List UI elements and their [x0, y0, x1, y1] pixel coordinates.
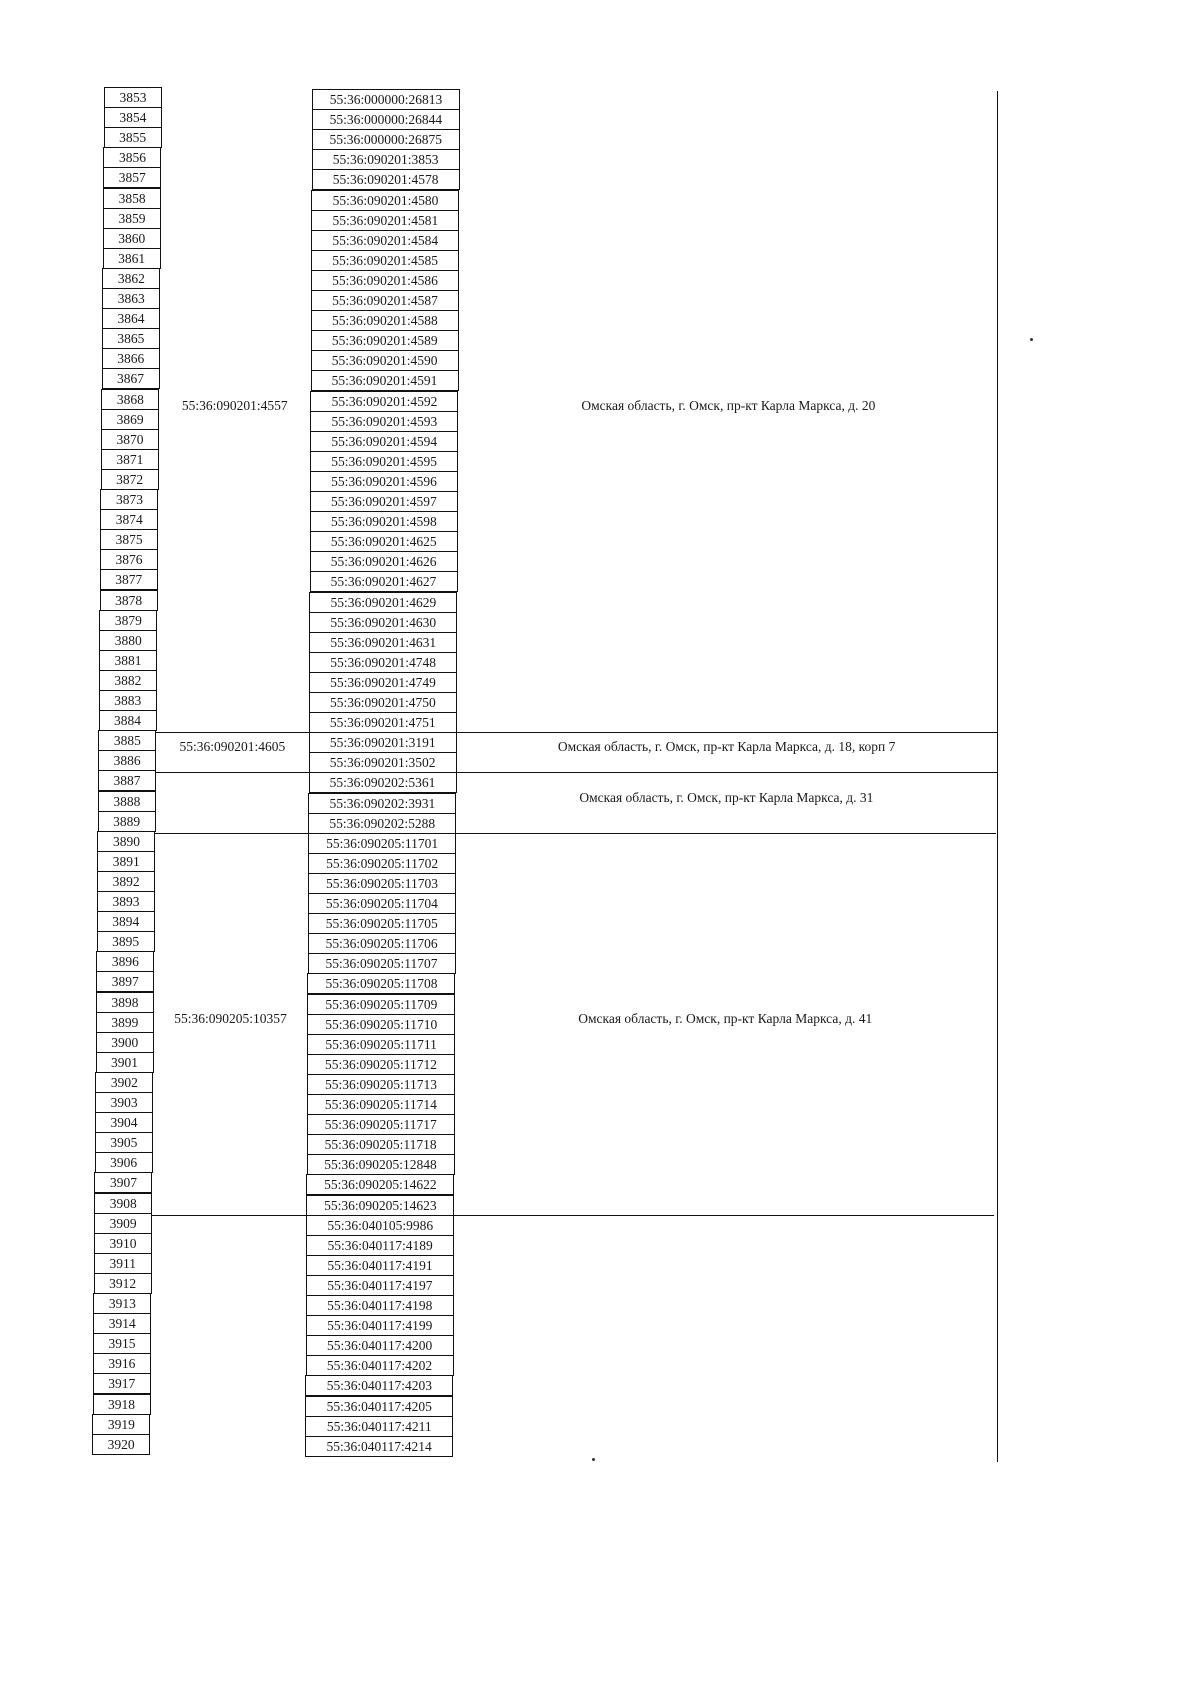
- cadastral-number: 55:36:090201:3502: [309, 752, 457, 773]
- row-number: 3878: [100, 590, 158, 611]
- group-divider: [156, 732, 996, 733]
- object-address: Омская область, г. Омск, пр-кт Карла Маркса, д. 31: [579, 789, 874, 805]
- cadastral-number: 55:36:090201:4585: [311, 250, 459, 271]
- row-number: 3872: [101, 469, 159, 490]
- cadastral-number: 55:36:090201:4578: [312, 169, 460, 190]
- cadastral-number: 55:36:090205:11711: [307, 1034, 455, 1055]
- row-number: 3873: [100, 489, 158, 510]
- cadastral-number: 55:36:090201:4627: [310, 571, 458, 592]
- cadastral-number: 55:36:090202:5288: [308, 813, 456, 834]
- cadastral-number: 55:36:090201:4588: [311, 310, 459, 331]
- row-number: 3909: [94, 1213, 152, 1234]
- row-number: 3902: [95, 1072, 153, 1093]
- cadastral-number: 55:36:090205:11705: [308, 913, 456, 934]
- cadastral-number: 55:36:040117:4203: [305, 1375, 453, 1396]
- row-number: 3889: [98, 811, 156, 832]
- cadastral-number: 55:36:090201:4586: [311, 270, 459, 291]
- row-number: 3858: [103, 188, 161, 209]
- row-number: 3906: [95, 1152, 153, 1173]
- cadastral-number: 55:36:090205:11704: [308, 893, 456, 914]
- cadastral-number: 55:36:040117:4211: [305, 1416, 453, 1437]
- cadastral-number: 55:36:040105:9986: [306, 1215, 454, 1236]
- row-number: 3892: [97, 871, 155, 892]
- row-number: 3918: [93, 1394, 151, 1415]
- row-number: 3864: [102, 308, 160, 329]
- cadastral-number: 55:36:090205:11702: [308, 853, 456, 874]
- cadastral-number: 55:36:090205:11709: [307, 994, 455, 1015]
- cadastral-number: 55:36:090205:11712: [307, 1054, 455, 1075]
- group-divider: [156, 772, 997, 773]
- row-number: 3887: [98, 770, 156, 791]
- row-number: 3912: [94, 1273, 152, 1294]
- parent-cadastral-number: 55:36:090201:4605: [179, 739, 286, 755]
- cadastral-number: 55:36:090201:4625: [310, 531, 458, 552]
- cadastral-number: 55:36:090201:4629: [309, 592, 457, 613]
- row-number: 3855: [104, 127, 162, 148]
- cadastral-number: 55:36:090201:4589: [311, 330, 459, 351]
- row-number: 3868: [101, 389, 159, 410]
- row-number: 3896: [96, 951, 154, 972]
- cadastral-number: 55:36:090201:4580: [311, 190, 459, 211]
- row-number: 3919: [92, 1414, 150, 1435]
- row-number: 3901: [96, 1052, 154, 1073]
- row-number: 3860: [103, 228, 161, 249]
- cadastral-number: 55:36:090201:4590: [311, 350, 459, 371]
- cadastral-number: 55:36:090201:4581: [311, 210, 459, 231]
- cadastral-number: 55:36:090205:11703: [308, 873, 456, 894]
- row-number: 3876: [100, 549, 158, 570]
- row-number: 3914: [93, 1313, 151, 1334]
- row-number: 3870: [101, 429, 159, 450]
- cadastral-number: 55:36:090205:11708: [307, 973, 455, 994]
- cadastral-number: 55:36:040117:4198: [306, 1295, 454, 1316]
- cadastral-number: 55:36:090205:11714: [307, 1094, 455, 1115]
- row-number: 3905: [95, 1132, 153, 1153]
- cadastral-number: 55:36:090205:11707: [308, 953, 456, 974]
- row-number: 3890: [97, 831, 155, 852]
- cadastral-number: 55:36:090201:4595: [310, 451, 458, 472]
- cadastral-number: 55:36:090201:4591: [311, 370, 459, 391]
- cadastral-number: 55:36:090201:4630: [309, 612, 457, 633]
- row-number: 3895: [97, 931, 155, 952]
- row-number: 3891: [97, 851, 155, 872]
- cadastral-number: 55:36:090201:4750: [309, 692, 457, 713]
- row-number: 3879: [99, 610, 157, 631]
- cadastral-number: 55:36:090201:4749: [309, 672, 457, 693]
- row-number: 3881: [99, 650, 157, 671]
- cadastral-number: 55:36:090202:5361: [309, 772, 457, 793]
- row-number: 3920: [92, 1434, 150, 1455]
- row-number: 3861: [103, 248, 161, 269]
- cadastral-number: 55:36:040117:4197: [306, 1275, 454, 1296]
- cadastral-number: 55:36:090201:3191: [309, 732, 457, 753]
- row-number: 3898: [96, 992, 154, 1013]
- row-number: 3903: [95, 1092, 153, 1113]
- cadastral-number: 55:36:040117:4189: [306, 1235, 454, 1256]
- cadastral-number: 55:36:090202:3931: [308, 793, 456, 814]
- cadastral-number: 55:36:040117:4200: [306, 1335, 454, 1356]
- table-right-border: [997, 91, 998, 1462]
- cadastral-number: 55:36:000000:26875: [312, 129, 460, 150]
- row-number: 3894: [97, 911, 155, 932]
- parent-cadastral-number: 55:36:090201:4557: [181, 397, 288, 413]
- object-address: Омская область, г. Омск, пр-кт Карла Маркса, д. 20: [581, 397, 876, 413]
- row-number: 3857: [103, 167, 161, 188]
- object-address: Омская область, г. Омск, пр-кт Карла Маркса, д. 18, корп 7: [557, 739, 896, 755]
- cadastral-number: 55:36:090205:14622: [306, 1174, 454, 1195]
- cadastral-number: 55:36:090205:11713: [307, 1074, 455, 1095]
- row-number: 3885: [98, 730, 156, 751]
- cadastral-number: 55:36:090201:4593: [310, 411, 458, 432]
- row-number: 3866: [102, 348, 160, 369]
- cadastral-number: 55:36:040117:4214: [305, 1436, 453, 1457]
- row-number: 3910: [94, 1233, 152, 1254]
- row-number: 3917: [93, 1373, 151, 1394]
- cadastral-number: 55:36:090201:4626: [310, 551, 458, 572]
- object-address: Омская область, г. Омск, пр-кт Карла Маркса, д. 41: [578, 1010, 873, 1026]
- row-number: 3907: [94, 1172, 152, 1193]
- cadastral-number: 55:36:090201:4598: [310, 511, 458, 532]
- cadastral-number: 55:36:040117:4199: [306, 1315, 454, 1336]
- row-number: 3899: [96, 1012, 154, 1033]
- row-number: 3875: [100, 529, 158, 550]
- row-number: 3893: [97, 891, 155, 912]
- row-number: 3869: [101, 409, 159, 430]
- row-number: 3865: [102, 328, 160, 349]
- cadastral-number: 55:36:040117:4191: [306, 1255, 454, 1276]
- cadastral-number: 55:36:000000:26844: [312, 109, 460, 130]
- row-number: 3882: [99, 670, 157, 691]
- cadastral-number: 55:36:090205:11718: [307, 1134, 455, 1155]
- row-number: 3880: [99, 630, 157, 651]
- row-number: 3888: [98, 791, 156, 812]
- cadastral-number: 55:36:090205:14623: [306, 1195, 454, 1216]
- cadastral-number: 55:36:090201:4631: [309, 632, 457, 653]
- cadastral-number: 55:36:090205:11701: [308, 833, 456, 854]
- cadastral-number: 55:36:090201:4596: [310, 471, 458, 492]
- row-number: 3867: [102, 368, 160, 389]
- cadastral-number: 55:36:090201:3853: [312, 149, 460, 170]
- row-number: 3871: [101, 449, 159, 470]
- row-number: 3913: [93, 1293, 151, 1314]
- row-number: 3874: [100, 509, 158, 530]
- group-divider: [152, 1215, 994, 1216]
- row-number: 3884: [99, 710, 157, 731]
- row-number: 3859: [103, 208, 161, 229]
- row-number: 3886: [98, 750, 156, 771]
- row-number: 3854: [104, 107, 162, 128]
- cadastral-number: 55:36:090201:4594: [310, 431, 458, 452]
- scan-speck: [592, 1458, 595, 1461]
- row-number: 3862: [102, 268, 160, 289]
- row-number: 3904: [95, 1112, 153, 1133]
- row-number: 3911: [94, 1253, 152, 1274]
- cadastral-number: 55:36:090201:4597: [310, 491, 458, 512]
- group-divider: [155, 833, 996, 834]
- cadastral-number: 55:36:090205:11706: [308, 933, 456, 954]
- cadastral-number: 55:36:090205:12848: [307, 1154, 455, 1175]
- cadastral-number: 55:36:090205:11717: [307, 1114, 455, 1135]
- parent-cadastral-number: 55:36:090205:10357: [174, 1010, 287, 1026]
- cadastral-number: 55:36:090201:4584: [311, 230, 459, 251]
- cadastral-number: 55:36:090201:4587: [311, 290, 459, 311]
- row-number: 3900: [96, 1032, 154, 1053]
- row-number: 3877: [100, 569, 158, 590]
- row-number: 3915: [93, 1333, 151, 1354]
- row-number: 3883: [99, 690, 157, 711]
- cadastral-number: 55:36:040117:4202: [306, 1355, 454, 1376]
- row-number: 3863: [102, 288, 160, 309]
- cadastral-number: 55:36:000000:26813: [312, 89, 460, 110]
- row-number: 3897: [96, 971, 154, 992]
- cadastral-number: 55:36:090205:11710: [307, 1014, 455, 1035]
- row-number: 3853: [104, 87, 162, 108]
- row-number: 3908: [94, 1193, 152, 1214]
- row-number: 3856: [103, 147, 161, 168]
- cadastral-number: 55:36:090201:4748: [309, 652, 457, 673]
- row-number: 3916: [93, 1353, 151, 1374]
- cadastral-number: 55:36:090201:4592: [310, 391, 458, 412]
- cadastral-number: 55:36:090201:4751: [309, 712, 457, 733]
- scan-speck: [1030, 338, 1033, 341]
- cadastral-number: 55:36:040117:4205: [305, 1396, 453, 1417]
